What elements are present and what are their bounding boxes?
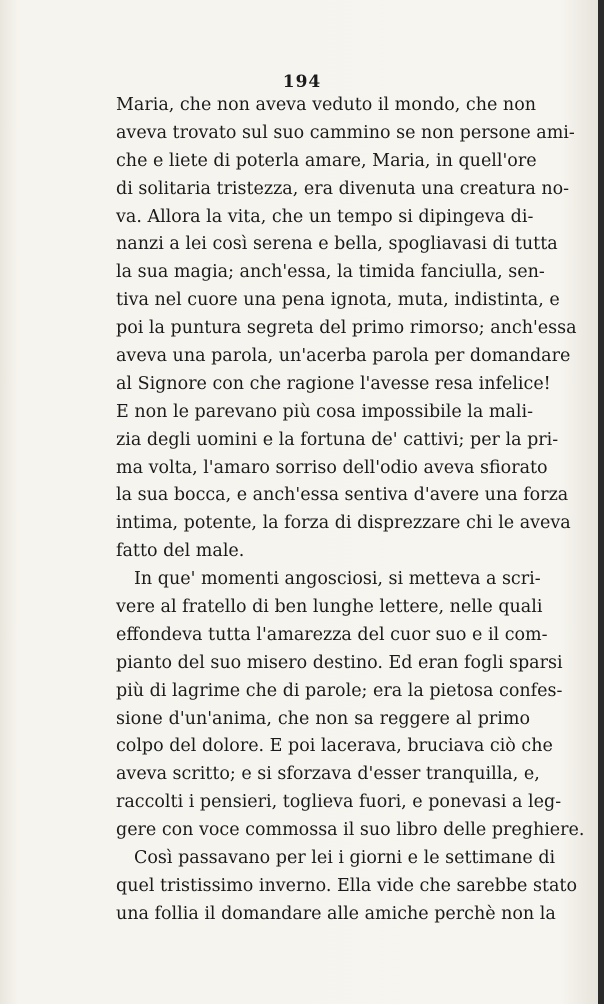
text-line: quel tristissimo inverno. Ella vide che sarebbe stato [116, 875, 577, 896]
text-line: al Signore con che ragione l'avesse resa infelice! [116, 373, 551, 394]
page-edge [598, 0, 604, 1004]
text-line: tiva nel cuore una pena ignota, muta, indistinta, e [116, 290, 560, 311]
text-line: Maria, che non aveva veduto il mondo, che non [116, 95, 536, 115]
text-line: colpo del dolore. E poi lacerava, bruciava ciò che [116, 736, 553, 757]
text-line: E non le parevano più cosa impossibile la mali- [116, 401, 534, 422]
text-line: fatto del male. [116, 541, 245, 562]
text-line: la sua magia; anch'essa, la timida fanciulla, sen- [116, 262, 545, 283]
text-line: aveva una parola, un'acerba parola per domandare [116, 346, 571, 367]
text-line: una follia il domandare alle amiche perchè non la [116, 903, 556, 924]
text-line: sione d'un'anima, che non sa reggere al primo [116, 708, 530, 729]
page-number: 194 [282, 72, 322, 92]
text-line: vere al fratello di ben lunghe lettere, nelle quali [116, 597, 543, 618]
text-line: la sua bocca, e anch'essa sentiva d'avere una forza [116, 485, 569, 506]
text-line: nanzi a lei così serena e bella, spogliavasi di tutta [116, 234, 558, 255]
text-line: In que' momenti angosciosi, si metteva a scri- [134, 569, 541, 590]
text-line: aveva scritto; e si sforzava d'esser tranquilla, e, [116, 764, 540, 785]
text-line: aveva trovato sul suo cammino se non persone ami- [116, 122, 575, 143]
text-line: zia degli uomini e la fortuna de' cattivi; per la pri- [116, 429, 559, 450]
text-line: più di lagrime che di parole; era la pietosa confes- [116, 680, 563, 701]
text-line: poi la puntura segreta del primo rimorso; anch'essa [116, 318, 577, 339]
text-line: pianto del suo misero destino. Ed eran fogli sparsi [116, 652, 563, 673]
text-line: intima, potente, la forza di disprezzare chi le aveva [116, 513, 571, 534]
text-line: gere con voce commossa il suo libro delle preghiere. [116, 820, 585, 841]
text-line: va. Allora la vita, che un tempo si dipingeva di- [116, 206, 534, 227]
text-line: ma volta, l'amaro sorriso dell'odio aveva sfiorato [116, 457, 548, 478]
text-line: raccolti i pensieri, toglieva fuori, e ponevasi a leg- [116, 792, 562, 813]
text-line: effondeva tutta l'amarezza del cuor suo e il com- [116, 624, 548, 645]
text-line: che e liete di poterla amare, Maria, in quell'ore [116, 150, 537, 171]
text-line: Così passavano per lei i giorni e le settimane di [134, 848, 556, 869]
body-text [116, 92, 585, 929]
text-line: di solitaria tristezza, era divenuta una creatura no- [116, 178, 570, 199]
